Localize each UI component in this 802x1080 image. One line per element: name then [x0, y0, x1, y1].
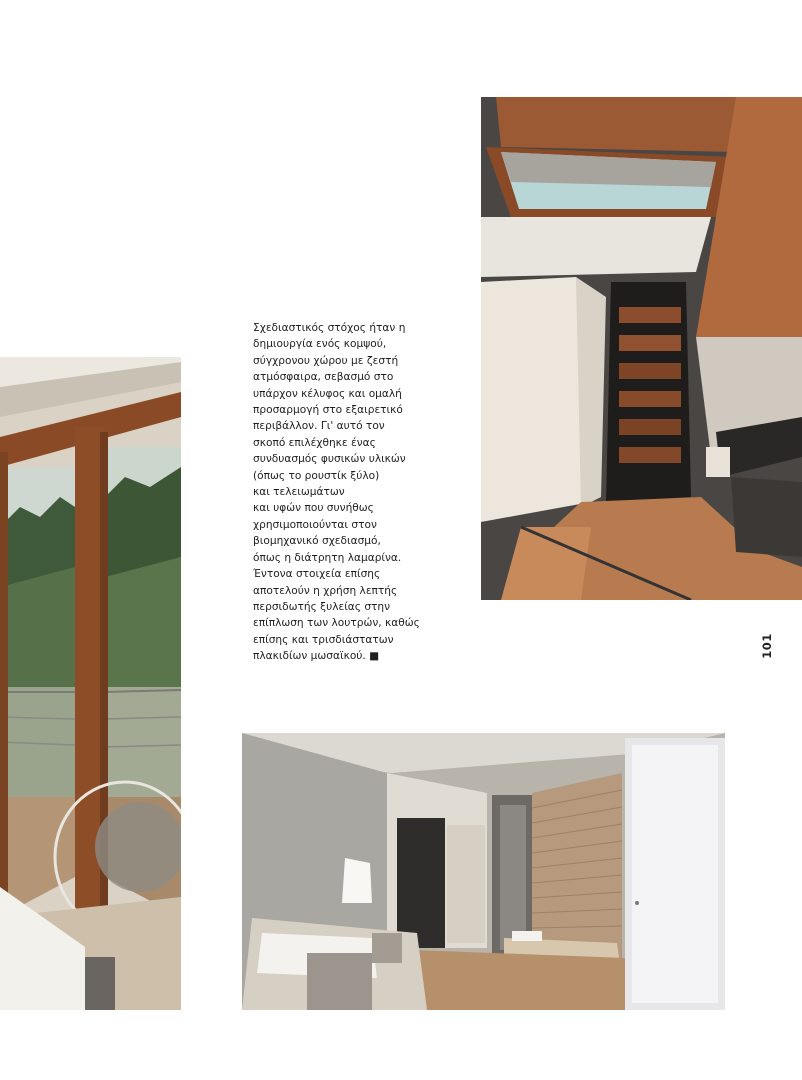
body-paragraph: Σχεδιαστικός στόχος ήταν η δημιουργία ενός κομψού, σύγχρονου χώρου με ζεστή ατμόσφαιρα, σεβασμό στο υπάρχον κέλυφος και ομαλή προσαρμογή στο εξαιρετικό περιβάλλον. Γι' αυτό τον σκοπό επιλέχθηκε ένας συνδυασμός φυσικών υλικών (όπως το ρουστίκ ξύλο) και τελειωμάτων και υφών που συνήθως χρησιμοποιούνται στον βιομηχανικό σχεδιασμό, όπως η διάτρητη λαμαρίνα. Έντονα στοιχεία επίσης αποτελούν η χρήση λεπτής περσιδωτής ξυλείας στην επίπλωση των λουτρών, καθώς επίσης και τρισδιάστατων πλακιδίων μωσαϊκού. ■	[253, 322, 420, 663]
page-number: 101	[760, 633, 774, 659]
bedroom-forest-view-photo	[0, 357, 181, 1010]
bedroom-photo-graphic	[0, 357, 181, 1010]
staircase-overhead-photo	[481, 97, 802, 600]
staircase-photo-graphic	[481, 97, 802, 600]
article-body-text	[253, 320, 433, 665]
bathroom-sauna-photo	[242, 733, 725, 1010]
bathroom-photo-graphic	[242, 733, 725, 1010]
